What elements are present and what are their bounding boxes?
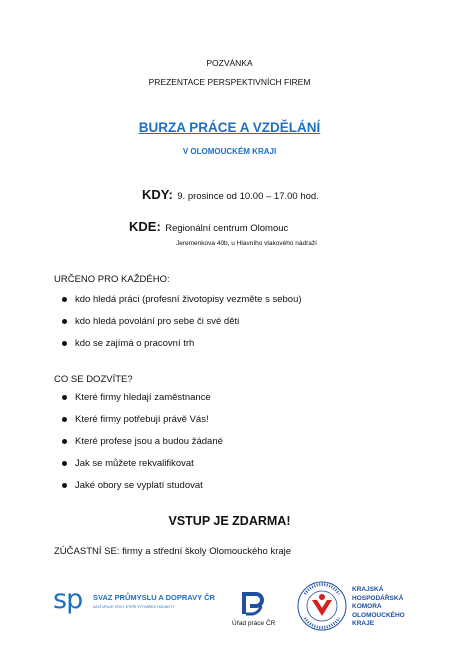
sp-logo-mark: sp — [53, 584, 83, 615]
learn-heading: CO SE DOZVÍTE? — [54, 374, 133, 385]
when-value: 9. prosince od 10.00 – 17.00 hod. — [177, 191, 319, 202]
bullet-icon — [62, 395, 67, 400]
when-label: KDY: — [142, 187, 173, 202]
sp-logo-tagline: ZASTUPUJE TÉCH, KTEŘÍ VYTVÁŘEJÍ HODNOTY — [93, 605, 175, 609]
invitation-subheading: PREZENTACE PERSPEKTIVNÍCH FIREM — [148, 77, 311, 87]
khk-logo-emblem — [296, 580, 348, 632]
where-label: KDE: — [129, 219, 161, 234]
bullet-icon — [62, 417, 67, 422]
list-item: Jaké obory se vyplatí studovat — [75, 480, 223, 502]
up-logo-icon — [239, 590, 269, 618]
event-title: BURZA PRÁCE A VZDĚLÁNÍ — [138, 120, 321, 135]
list-item: Které firmy hledají zaměstnance — [75, 392, 223, 414]
bullet-icon — [62, 439, 67, 444]
up-logo — [232, 590, 282, 630]
bullet-icon — [62, 319, 67, 324]
list-item: kdo hledá práci (profesní životopisy vezměte s sebou) — [75, 294, 302, 316]
invitation-heading: POZVÁNKA — [206, 58, 253, 68]
bullet-icon — [62, 341, 67, 346]
bullet-icon — [62, 483, 67, 488]
audience-heading: URČENO PRO KAŽDÉHO: — [54, 274, 170, 285]
where-address: Jeremenkova 40b, u Hlavního vlakového nádraží — [176, 240, 317, 247]
where-value: Regionální centrum Olomouc — [165, 223, 289, 234]
list-item: kdo se zajímá o pracovní trh — [75, 338, 302, 360]
list-item: Které firmy potřebují právě Vás! — [75, 414, 223, 436]
list-item: Jak se můžete rekvalifikovat — [75, 458, 223, 480]
list-item: Které profese jsou a budou žádané — [75, 436, 223, 458]
sp-logo-name: SVAZ PRŮMYSLU A DOPRAVY ČR — [93, 593, 215, 602]
up-logo-name: Úřad práce ČR — [232, 620, 276, 627]
when-row — [142, 186, 319, 204]
sp-logo — [53, 584, 233, 618]
khk-logo-name: KRAJSKÁ HOSPODÁŘSKÁ KOMORA OLOMOUCKÉHO KRAJE — [352, 586, 405, 627]
learn-list — [75, 392, 223, 502]
audience-list — [75, 294, 302, 360]
bullet-icon — [62, 297, 67, 302]
event-subtitle: V OLOMOUCKÉM KRAJI — [182, 147, 277, 156]
khk-logo — [296, 578, 446, 638]
bullet-icon — [62, 461, 67, 466]
participants: ZÚČASTNÍ SE: firmy a střední školy Olomouckého kraje — [54, 546, 292, 557]
list-item: kdo hledá povolání pro sebe či své děti — [75, 316, 302, 338]
where-row — [129, 218, 288, 236]
free-entry: VSTUP JE ZDARMA! — [168, 514, 291, 528]
